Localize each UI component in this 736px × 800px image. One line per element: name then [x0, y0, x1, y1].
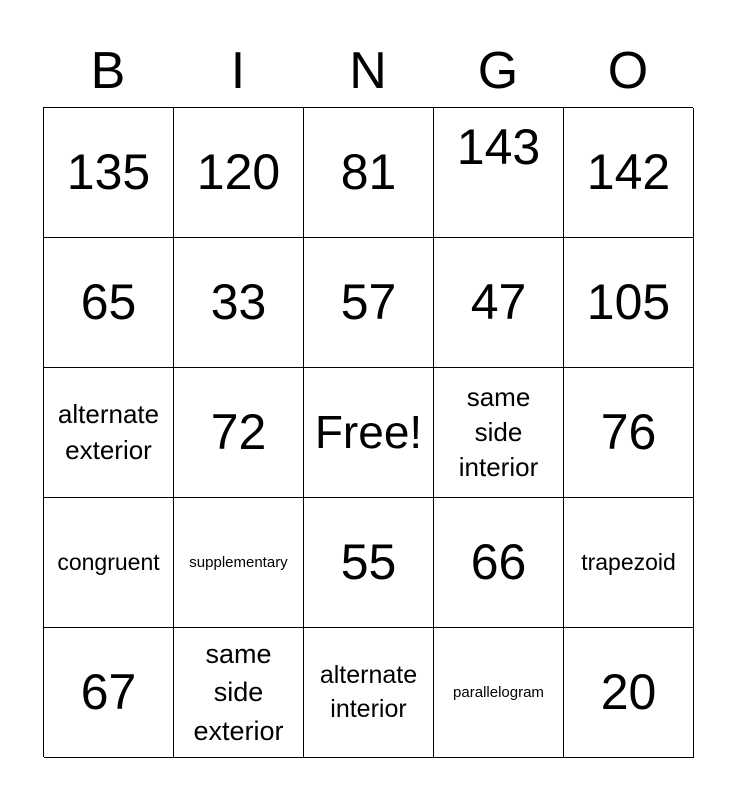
bingo-cell[interactable]: [304, 628, 434, 758]
bingo-cell[interactable]: [44, 498, 174, 628]
header-letter-g: G: [477, 42, 519, 100]
free-space-cell[interactable]: [304, 368, 434, 498]
cell-text: 135: [66, 144, 151, 200]
cell-text: 55: [340, 534, 397, 590]
header-letter-n: N: [349, 42, 387, 100]
cell-text: 120: [196, 144, 281, 200]
cell-text: 33: [210, 274, 267, 330]
header-letter-i: I: [230, 42, 246, 100]
header-letter-o: O: [607, 42, 649, 100]
bingo-cell[interactable]: [44, 368, 174, 498]
cell-text: 105: [586, 274, 671, 330]
bingo-card: [43, 107, 693, 757]
bingo-cell[interactable]: [434, 108, 564, 238]
cell-text: same side exterior: [193, 639, 284, 746]
bingo-cell[interactable]: [174, 628, 304, 758]
header-letter-b: B: [90, 42, 126, 100]
cell-text: alternate exterior: [57, 399, 160, 465]
free-space-text: Free!: [314, 406, 423, 459]
bingo-cell[interactable]: [44, 238, 174, 368]
bingo-cell[interactable]: [304, 108, 434, 238]
bingo-cell[interactable]: [174, 238, 304, 368]
bingo-cell[interactable]: [564, 628, 694, 758]
bingo-cell[interactable]: [564, 368, 694, 498]
bingo-cell[interactable]: [304, 238, 434, 368]
bingo-cell[interactable]: [564, 108, 694, 238]
bingo-header: [43, 36, 693, 106]
cell-text: alternate interior: [319, 660, 418, 723]
bingo-cell[interactable]: [174, 368, 304, 498]
cell-text: 65: [80, 274, 137, 330]
cell-text: 143: [456, 119, 541, 175]
cell-text: 66: [470, 534, 527, 590]
bingo-cell[interactable]: [434, 498, 564, 628]
bingo-cell[interactable]: [44, 108, 174, 238]
cell-text: 47: [470, 274, 527, 330]
bingo-cell[interactable]: [44, 628, 174, 758]
cell-text: 67: [80, 664, 137, 720]
cell-text: supplementary: [189, 553, 288, 571]
cell-text: trapezoid: [581, 548, 676, 575]
cell-text: 76: [600, 404, 657, 460]
bingo-cell[interactable]: [564, 238, 694, 368]
bingo-cell[interactable]: [434, 238, 564, 368]
cell-text: 57: [340, 274, 397, 330]
bingo-cell[interactable]: [174, 108, 304, 238]
bingo-cell[interactable]: [304, 498, 434, 628]
bingo-cell[interactable]: [174, 498, 304, 628]
bingo-cell[interactable]: [434, 628, 564, 758]
cell-text: congruent: [57, 548, 160, 575]
cell-text: 81: [340, 144, 397, 200]
cell-text: parallelogram: [453, 683, 544, 701]
cell-text: 142: [586, 144, 671, 200]
cell-text: 20: [600, 664, 657, 720]
cell-text: 72: [210, 404, 267, 460]
bingo-cell[interactable]: [434, 368, 564, 498]
cell-text: same side interior: [458, 381, 539, 483]
bingo-cell[interactable]: [564, 498, 694, 628]
